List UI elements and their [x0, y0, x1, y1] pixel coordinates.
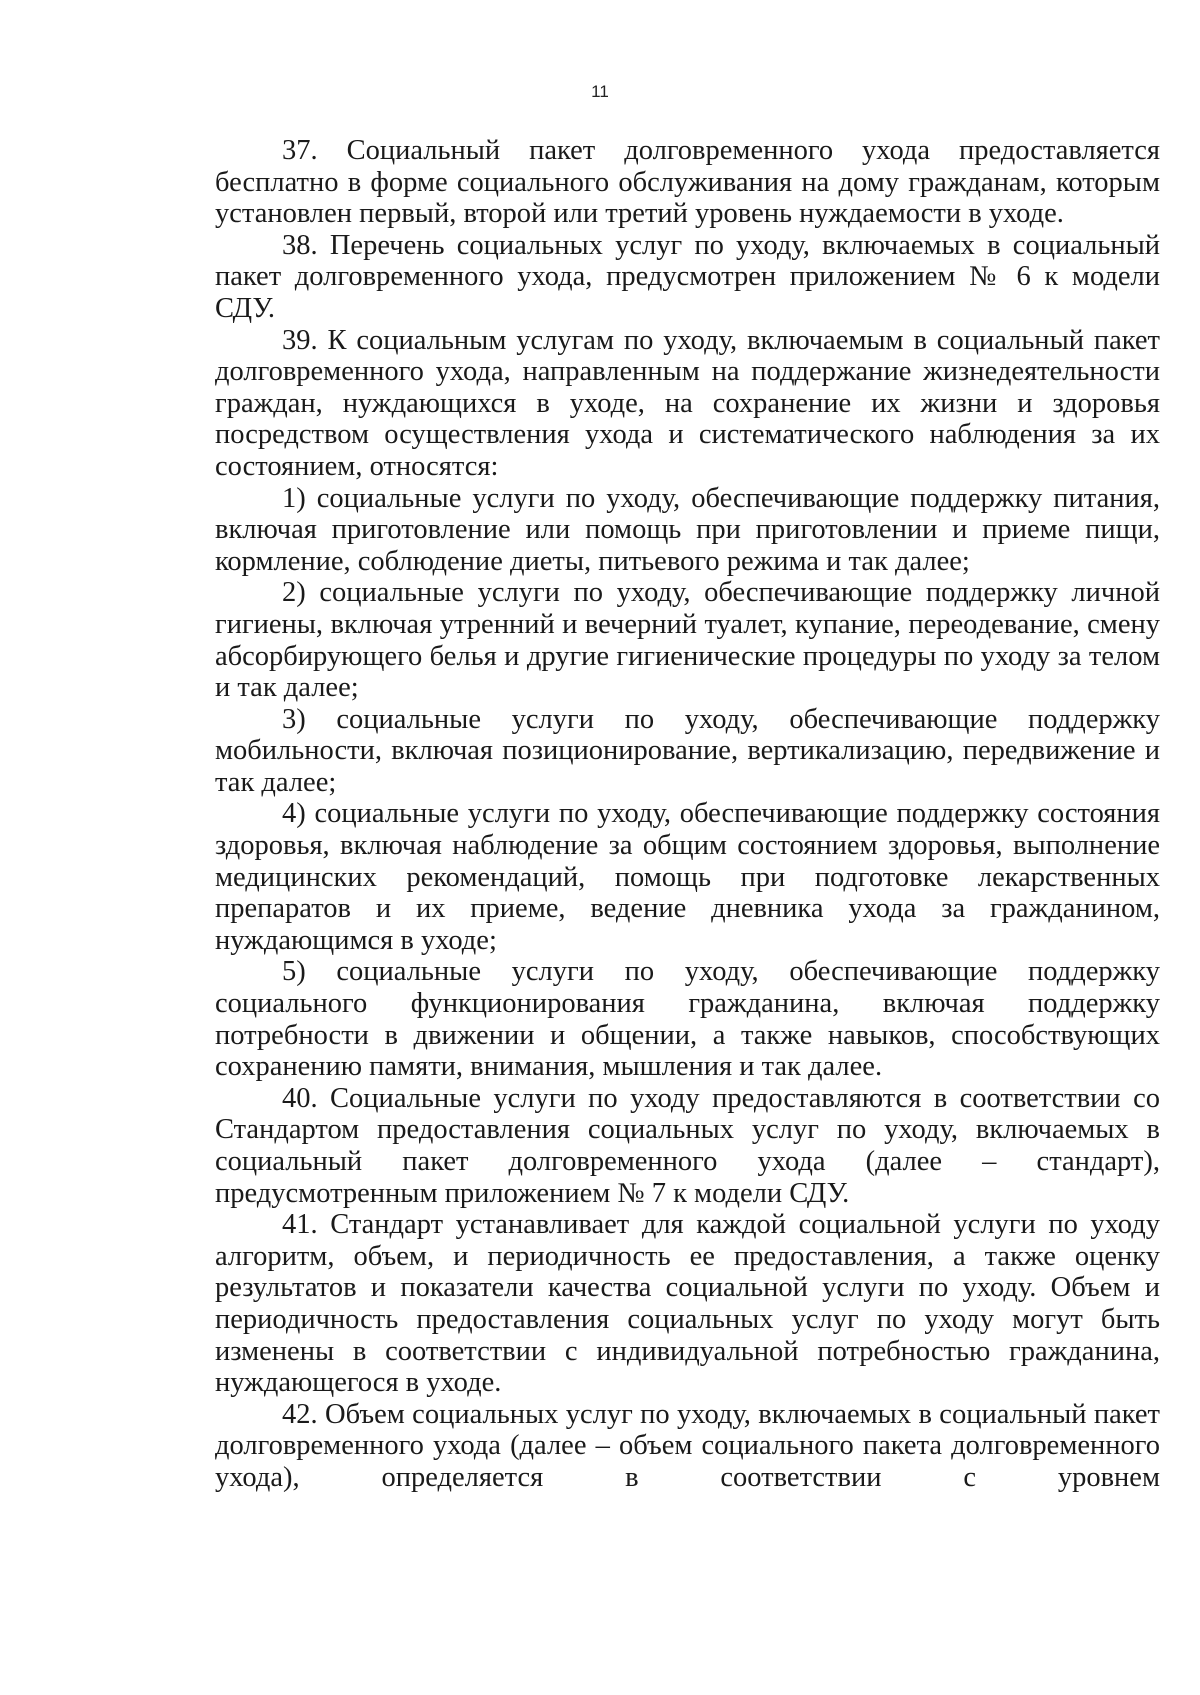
- paragraph-37: 37. Социальный пакет долговременного ухода предоставляется бесплатно в форме социального обслуживания на дому гражданам, которым установлен первый, второй или третий уровень нуждаемости в уходе.: [215, 135, 1160, 230]
- list-item-1: 1) социальные услуги по уходу, обеспечивающие поддержку питания, включая приготовление или помощь при приготовлении и приеме пищи, кормление, соблюдение диеты, питьевого режима и так далее;: [215, 482, 1160, 577]
- paragraph-41: 41. Стандарт устанавливает для каждой социальной услуги по уходу алгоритм, объем, и периодичность ее предоставления, а также оценку результатов и показатели качества социальной услуги по уходу. Объем и периодичность предоставления социальных услуг по уходу могут быть изменены в соответствии с индивидуальной потребностью гражданина, нуждающегося в уходе.: [215, 1209, 1160, 1399]
- paragraph-40: 40. Социальные услуги по уходу предоставляются в соответствии со Стандартом предоставления социальных услуг по уходу, включаемых в социальный пакет долговременного ухода (далее – стандарт), предусмотренным приложением № 7 к модели СДУ.: [215, 1082, 1160, 1209]
- page-number: 11: [591, 82, 609, 101]
- document-body: [215, 135, 1160, 1494]
- list-item-4: 4) социальные услуги по уходу, обеспечивающие поддержку состояния здоровья, включая наблюдение за общим состоянием здоровья, выполнение медицинских рекомендаций, помощь при подготовке лекарственных препаратов и их приеме, ведение дневника ухода за гражданином, нуждающимся в уходе;: [215, 798, 1160, 956]
- paragraph-42: 42. Объем социальных услуг по уходу, включаемых в социальный пакет долговременного ухода (далее – объем социального пакета долговременного ухода), определяется в соответствии с уровнем: [215, 1398, 1160, 1493]
- list-item-5: 5) социальные услуги по уходу, обеспечивающие поддержку социального функционирования гражданина, включая поддержку потребности в движении и общении, а также навыков, способствующих сохранению памяти, внимания, мышления и так далее.: [215, 956, 1160, 1083]
- list-item-3: 3) социальные услуги по уходу, обеспечивающие поддержку мобильности, включая позиционирование, вертикализацию, передвижение и так далее;: [215, 703, 1160, 798]
- paragraph-38: 38. Перечень социальных услуг по уходу, включаемых в социальный пакет долговременного ухода, предусмотрен приложением № 6 к модели СДУ.: [215, 229, 1160, 324]
- list-item-2: 2) социальные услуги по уходу, обеспечивающие поддержку личной гигиены, включая утренний и вечерний туалет, купание, переодевание, смену абсорбирующего белья и другие гигиенические процедуры по уходу за телом и так далее;: [215, 577, 1160, 704]
- paragraph-39: 39. К социальным услугам по уходу, включаемым в социальный пакет долговременного ухода, направленным на поддержание жизнедеятельности граждан, нуждающихся в уходе, на сохранение их жизни и здоровья посредством осуществления ухода и систематического наблюдения за их состоянием, относятся:: [215, 324, 1160, 482]
